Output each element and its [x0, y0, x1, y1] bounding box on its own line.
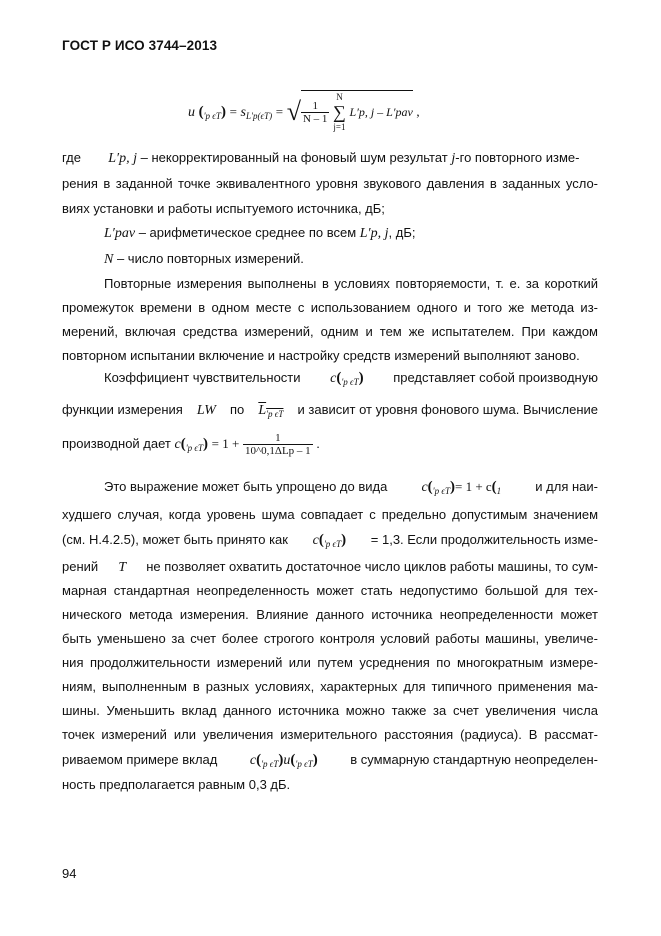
- sqrt-body: [301, 90, 413, 133]
- para3-text-d1: рений: [62, 559, 99, 574]
- formula-uncertainty: [188, 90, 420, 132]
- simplified-eq: = 1 + c: [454, 479, 492, 494]
- fraction-numerator: 1: [301, 100, 329, 113]
- def-text-1b: -го повторного изме-: [455, 150, 580, 165]
- para1-line-3: мерений, включая средства измерений, одним и тем же испытателем. При каждом: [62, 324, 598, 339]
- def-line-3: виях установки и работы испытуемого источника, дБ;: [62, 201, 385, 216]
- def-symbol-lpav: L′pav: [104, 226, 136, 241]
- def-line-5: [104, 251, 304, 268]
- para2-text-b3: и зависит от уровня фонового шума. Вычисление: [297, 402, 598, 417]
- sum-lower: j=1: [333, 121, 346, 132]
- def-text-2a: – арифметическое среднее по всем: [138, 225, 357, 240]
- page-number: 94: [62, 866, 77, 881]
- def-text-3: – число повторных измерений.: [116, 251, 304, 266]
- def-symbol-lpj: L′p, j: [108, 151, 137, 166]
- symbol-lw: LW: [196, 403, 216, 418]
- para2-text-b2: по: [229, 402, 245, 417]
- para3-text-c2: = 1,3. Если продолжительность изме-: [370, 532, 598, 547]
- def-line-4: [104, 225, 415, 242]
- sum-upper: N: [336, 92, 343, 102]
- derivative-denominator: 10^0,1ΔLp – 1: [244, 445, 311, 458]
- para3-line-6: нического метода измерения. Влияние данного источника неопределенности может: [62, 607, 598, 622]
- para3-line-2: худшего случая, когда уровень шума совпадает с предельно допустимым значением: [62, 507, 598, 522]
- derivative-fraction: [243, 432, 313, 457]
- formula-tail: ,: [416, 104, 420, 120]
- def-symbol-j: j: [451, 151, 456, 166]
- derivative-tail: .: [316, 436, 320, 452]
- def-line-1: [62, 150, 580, 167]
- para3-line-3: [62, 532, 598, 549]
- formula-sub: 'p ϵT: [203, 111, 221, 122]
- para3-line-8: ния продолжительности измерений или путем усреднения по многократным измере-: [62, 655, 598, 670]
- derivative-formula: $c(_{'p \epsilon T}) = 1$ + $\frac{1}{\text{10\textasciicircum{}0,1ΔLp – 1}}$ .: [174, 432, 320, 458]
- para3-line-1: [104, 479, 598, 496]
- para1-line-4: повторном испытании включение и настройку средств измерений выполняют заново.: [62, 348, 580, 363]
- corrupted-glyph: ): [220, 104, 226, 121]
- derivative-numerator: 1: [243, 432, 313, 445]
- para2-line-1: [104, 370, 598, 387]
- para3-text-a2: и для наи-: [535, 479, 598, 494]
- para2-text-a1: Коэффициент чувствительности: [104, 370, 301, 385]
- worst-case-coefficient: $c(_{'p \epsilon T})$: [312, 532, 347, 549]
- sum-operator: [333, 93, 346, 133]
- sensitivity-coefficient: $c(_{'p \epsilon T})$: [330, 370, 364, 387]
- document-header: ГОСТ Р ИСО 3744–2013: [62, 38, 218, 53]
- sqrt-sign: √: [286, 97, 301, 127]
- para1-line-2: промежуток времени в одном месте с использованием одного и того же метода из-: [62, 300, 598, 315]
- def-text-1a: – некорректированный на фоновый шум результат: [140, 150, 448, 165]
- para3-line-5: марная стандартная неопределенность может стать недопустимо большой для тех-: [62, 583, 598, 598]
- para1-line-1: Повторные измерения выполнены в условиях повторяемости, т. е. за короткий: [104, 276, 598, 291]
- para2-text-b1: функции измерения: [62, 402, 183, 417]
- para3-text-c1: (см. Н.4.2.5), может быть принято как: [62, 532, 288, 547]
- para3-text-e2: в суммарную стандартную неопределен-: [350, 752, 598, 767]
- formula-u: u: [188, 105, 195, 121]
- sigma-icon: ∑: [333, 101, 346, 122]
- formula-s-sub: L′p(ϵT): [245, 111, 273, 122]
- para3-line-4: [62, 559, 598, 576]
- contribution-formula: $c(_{'p \epsilon T})u(_{'p \epsilon T})$: [249, 752, 318, 769]
- fraction-denominator: N – 1: [302, 113, 328, 126]
- para3-text-d2: не позволяет охватить достаточное число циклов работы машины, то сум-: [146, 559, 598, 574]
- para3-text-a1: Это выражение может быть упрощено до вида: [104, 479, 388, 494]
- formula-s: s: [240, 105, 246, 121]
- derivative-eq: = 1 +: [211, 436, 240, 452]
- def-text-2b: , дБ;: [388, 225, 416, 240]
- para3-line-10: шины. Уменьшить вклад данного источника можно также за счет увеличения числа: [62, 703, 598, 718]
- sum-term: L′p, j – L′pav: [349, 105, 413, 120]
- para2-line-3: [62, 432, 320, 466]
- formula-eq: =: [229, 104, 237, 120]
- para2-text-c1: производной дает: [62, 436, 171, 452]
- para3-line-7: быть уменьшено за счет более строгого контроля условий работы машины, увеличе-: [62, 631, 598, 646]
- def-line-2: рения в заданной точке эквивалентного уровня звукового давления в заданных усло-: [62, 176, 598, 191]
- symbol-t: T: [118, 560, 127, 575]
- para2-line-2: [62, 402, 598, 419]
- para3-line-13: ность предполагается равным 0,3 дБ.: [62, 777, 291, 792]
- para3-line-9: ниям, выполненным в разных условиях, характерных для типичного применения ма-: [62, 679, 598, 694]
- def-symbol-lpj-2: L′p, j: [359, 226, 389, 241]
- para3-line-12: [62, 752, 598, 769]
- simplified-formula: $c(_{'p \epsilon T})= 1 + c(_1$: [421, 479, 502, 496]
- def-symbol-n: N: [104, 252, 114, 267]
- para3-text-e1: риваемом примере вклад: [62, 752, 218, 767]
- formula-eq2: =: [275, 104, 284, 120]
- para3-line-11: точек измерений или увеличения измерительного расстояния (радиуса). В рассмат-: [62, 727, 598, 742]
- corrupted-glyph: (: [198, 104, 204, 121]
- def-where: где: [62, 150, 81, 165]
- para2-text-a2: представляет собой производную: [393, 370, 598, 385]
- formula-fraction: [301, 100, 329, 125]
- lp-bar-symbol: $L_{'p \epsilon T}$: [258, 403, 284, 419]
